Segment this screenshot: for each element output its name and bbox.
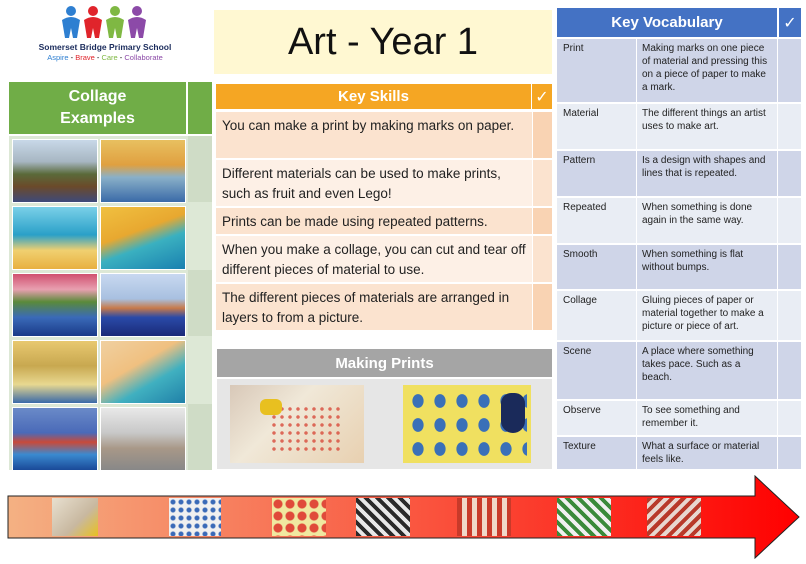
page-title: Art - Year 1 <box>214 10 552 74</box>
arrow-thumb-block-print <box>457 498 511 536</box>
key-vocabulary-tick-icon: ✓ <box>779 8 801 37</box>
collage-image-figure <box>12 340 98 404</box>
collage-image-beach <box>12 206 98 270</box>
vocab-term: Print <box>557 39 636 102</box>
vocab-definition: To see something and remember it. <box>637 401 777 435</box>
key-vocabulary-heading: Key Vocabulary <box>557 8 777 37</box>
vocab-definition: When something is done again in the same way. <box>637 198 777 243</box>
making-prints-area <box>217 379 552 469</box>
vocab-term: Smooth <box>557 245 636 289</box>
motto-aspire: Aspire <box>47 53 69 62</box>
collage-image-beach-huts <box>12 273 98 337</box>
motto-brave: Brave <box>75 53 95 62</box>
vocab-definition: Gluing pieces of paper or material together to make a picture or piece of art. <box>637 291 777 340</box>
arrow-thumb-hand-print <box>272 498 326 536</box>
collage-heading: Collage Examples <box>9 82 186 134</box>
arrow-thumb-fingerprint-print <box>52 498 98 536</box>
vocab-definition: A place where something takes pace. Such as a beach. <box>637 342 777 399</box>
school-logo <box>30 4 180 78</box>
collage-image-harbour <box>100 139 186 203</box>
key-skills-tick-icon: ✓ <box>532 84 552 109</box>
collage-image-ship <box>100 407 186 471</box>
vocab-definition: Making marks on one piece of material and pressing this on a piece of paper to make a mark. <box>637 39 777 102</box>
arrow-thumb-repeat-print <box>647 498 701 536</box>
collage-image-boats <box>100 273 186 337</box>
collage-image-sea-scene <box>12 407 98 471</box>
collage-image-seaside <box>100 206 186 270</box>
motto-collaborate: Collaborate <box>124 53 163 62</box>
vocab-definition: What a surface or material feels like. <box>637 437 777 469</box>
collage-image-landscape <box>12 139 98 203</box>
key-skill-item: Different materials can be used to make prints, such as fruit and even Lego! <box>216 160 532 206</box>
vocab-term: Repeated <box>557 198 636 243</box>
vocab-term: Scene <box>557 342 636 399</box>
print-photo-fruit-prints <box>403 385 531 463</box>
vocab-definition: The different things an artist uses to make art. <box>637 104 777 149</box>
key-skill-item: Prints can be made using repeated patterns. <box>216 208 532 234</box>
key-skills-heading: Key Skills <box>216 84 531 109</box>
vocab-term: Texture <box>557 437 636 469</box>
motto-care: Care <box>101 53 118 62</box>
collage-heading-side <box>188 82 212 134</box>
vocab-term: Observe <box>557 401 636 435</box>
school-name: Somerset Bridge Primary School <box>38 42 172 52</box>
key-skill-item: The different pieces of materials are arranged in layers to from a picture. <box>216 284 532 330</box>
vocab-term: Collage <box>557 291 636 340</box>
vocab-term: Pattern <box>557 151 636 196</box>
arrow-thumb-pattern-print <box>356 498 410 536</box>
school-motto: Aspire - Brave - Care - Collaborate <box>47 53 163 62</box>
arrow-thumb-dot-print <box>169 498 221 536</box>
collage-image-island <box>100 340 186 404</box>
children-logo-icon <box>59 4 151 40</box>
progression-arrow <box>7 475 801 559</box>
arrow-thumb-tile-print <box>557 498 611 536</box>
collage-examples-grid <box>9 136 212 470</box>
making-prints-heading: Making Prints <box>217 349 552 377</box>
vocab-definition: Is a design with shapes and lines that is repeated. <box>637 151 777 196</box>
key-skill-item: You can make a print by making marks on paper. <box>216 112 532 158</box>
vocab-term: Material <box>557 104 636 149</box>
key-skill-item: When you make a collage, you can cut and tear off different pieces of material to use. <box>216 236 532 282</box>
print-photo-fingerprints <box>230 385 364 463</box>
vocab-definition: When something is flat without bumps. <box>637 245 777 289</box>
